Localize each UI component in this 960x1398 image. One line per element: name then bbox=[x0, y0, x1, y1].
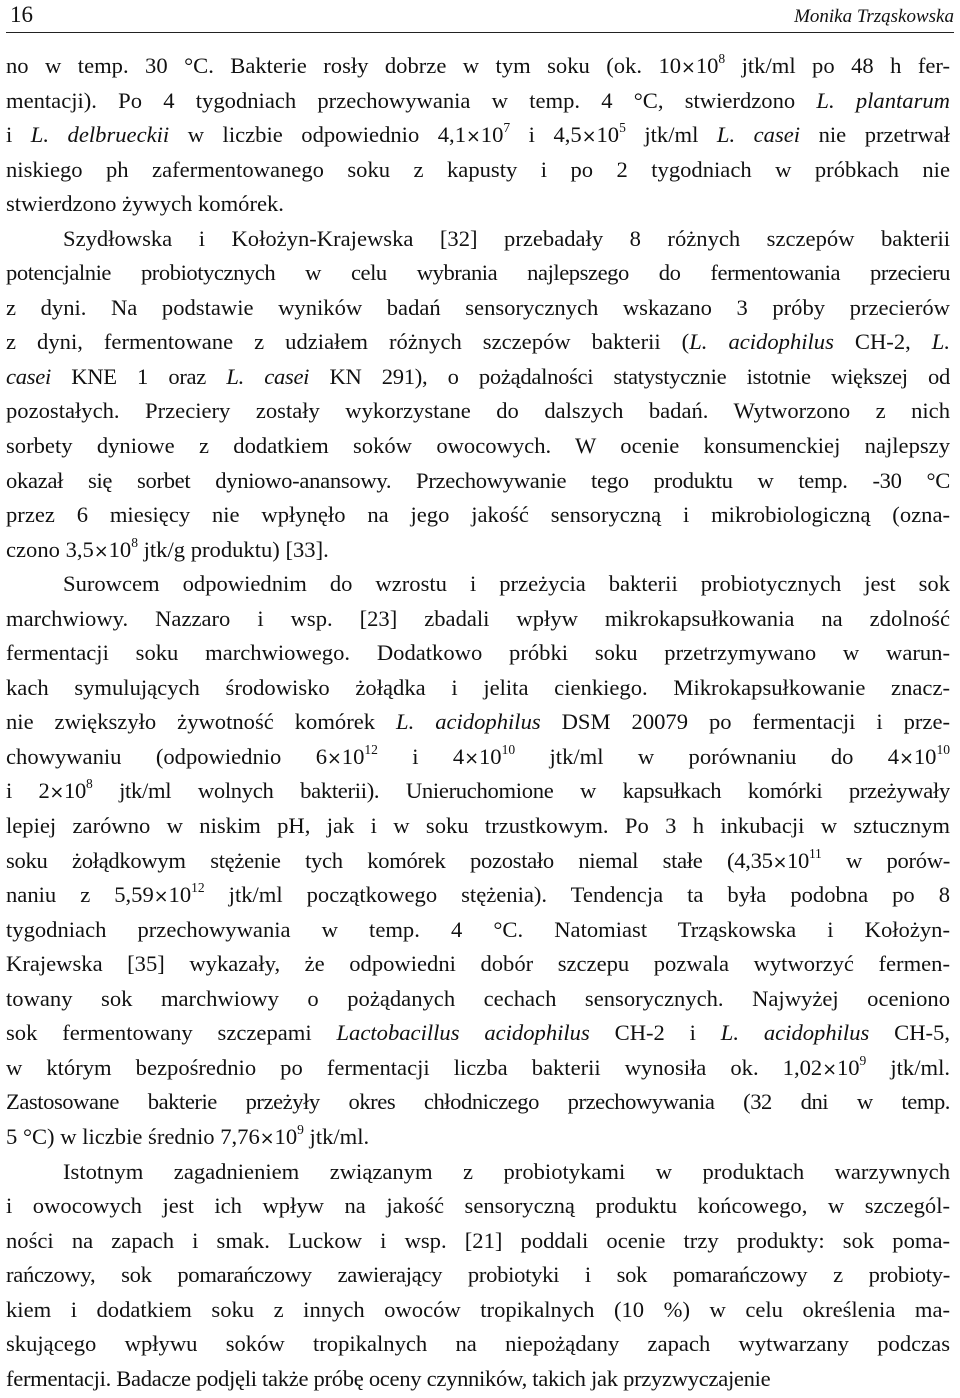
text-line: stwierdzono żywych komórek. bbox=[6, 191, 284, 217]
text-line: Szydłowska i Kołożyn-Krajewska [32] przebadały 8 różnych szczepów bakterii bbox=[63, 225, 950, 251]
exponent: 10 bbox=[936, 741, 950, 757]
multiplication-sign: × bbox=[327, 748, 342, 769]
exponent: 8 bbox=[86, 776, 93, 792]
text-line: Surowcem odpowiednim do wzrostu i przeżycia bakterii probiotycznych jest sok bbox=[63, 571, 950, 597]
species-name: L. bbox=[396, 709, 415, 735]
species-name: casei bbox=[753, 122, 801, 148]
text-line: przez 6 miesięcy nie wpłynęło na jego jakość sensoryczną i mikrobiologiczną (ozna- bbox=[6, 502, 950, 528]
text-line: potencjalnie probiotycznych w celu wybrania najlepszego do fermentowania przecieru bbox=[6, 260, 950, 286]
multiplication-sign: × bbox=[464, 748, 479, 769]
species-name: L. bbox=[716, 122, 736, 148]
exponent: 9 bbox=[859, 1052, 867, 1068]
text-line: sok fermentowany szczepami Lactobacillus acidophilus CH-2 i L. acidophilus CH-5, bbox=[6, 1020, 950, 1046]
text-line: i owocowych jest ich wpływ na jakość sensoryczną produktu końcowego, w szczegól- bbox=[6, 1193, 950, 1219]
text-line: sorbety dyniowe z dodatkiem soków owocowych. W ocenie konsumenckiej najlepszy bbox=[6, 433, 950, 459]
text-line: Krajewska [35] wykazały, że odpowiedni dobór szczepu pozwala wytworzyć fermen- bbox=[6, 951, 950, 977]
multiplication-sign: × bbox=[93, 541, 109, 562]
exponent: 9 bbox=[297, 1121, 304, 1137]
text-line: z dyni, fermentowane z udziałem różnych szczepów bakterii (L. acidophilus CH-2, L. bbox=[6, 329, 950, 355]
page-header bbox=[6, 2, 954, 33]
species-name: L. bbox=[30, 122, 50, 148]
species-name: L. bbox=[689, 329, 708, 355]
text-line: niskiego ph zafermentowanego soku z kapusty i po 2 tygodniach w próbkach nie bbox=[6, 156, 950, 182]
text-line: casei KNE 1 oraz L. casei KN 291), o pożądalności statystycznie istotnie większej od bbox=[6, 363, 950, 389]
text-line: z dyni. Na podstawie wyników badań sensorycznych wskazano 3 próby przecierów bbox=[6, 294, 950, 320]
multiplication-sign: × bbox=[899, 748, 914, 769]
species-name: Lactobacillus acidophilus bbox=[336, 1020, 590, 1046]
paragraph bbox=[6, 49, 950, 222]
text-line: lepiej zarówno w niskim pH, jak i w soku trzustkowym. Po 3 h inkubacji w sztucznym bbox=[6, 813, 950, 839]
body-text bbox=[6, 49, 950, 1396]
text-line: kiem i dodatkiem soku z innych owoców tropikalnych (10 %) w celu określenia ma- bbox=[6, 1296, 950, 1322]
text-line: marchwiowy. Nazzaro i wsp. [23] zbadali wpływ mikrokapsułkowania na zdolność bbox=[6, 605, 950, 631]
exponent: 8 bbox=[131, 534, 138, 550]
text-line: no w temp. 30 °C. Bakterie rosły dobrze w tym soku (ok. $10\times 10^8$ jtk/ml po 48 h fer- bbox=[6, 50, 950, 78]
multiplication-sign: × bbox=[822, 1059, 837, 1080]
exponent: 10 bbox=[501, 741, 516, 757]
exponent: 12 bbox=[191, 879, 205, 895]
text-line: pozostałych. Przeciery zostały wykorzystane do dalszych badań. Wytworzono z nich bbox=[6, 398, 950, 424]
species-name: acidophilus bbox=[435, 709, 541, 735]
text-line: nie zwiększyło żywotność komórek L. acidophilus DSM 20079 po fermentacji i prze- bbox=[6, 709, 950, 735]
multiplication-sign: × bbox=[259, 1128, 275, 1149]
multiplication-sign: × bbox=[466, 127, 481, 148]
species-name: casei bbox=[6, 363, 51, 389]
text-line: 5 °C) w liczbie średnio $7,76\times 10^9$ jtk/ml. bbox=[6, 1121, 370, 1149]
multiplication-sign: × bbox=[681, 58, 696, 78]
text-line: i L. delbrueckii w liczbie odpowiednio $4,1\times 10^7$ i $4,5\times 10^5$ jtk/ml L. casei nie przetrwał bbox=[6, 119, 950, 148]
text-line: w którym bezpośrednio po fermentacji liczba bakterii wynosiła ok. $1,02\times 10^9$ jtk/ml. bbox=[6, 1052, 950, 1080]
species-name: L. bbox=[226, 363, 244, 389]
text-line: towany sok marchwiowy o pożądanych cechach sensorycznych. Najwyżej oceniono bbox=[6, 985, 950, 1011]
text-line: fermentacji soku marchwiowego. Dodatkowo próbki soku przetrzymywano w warun- bbox=[6, 640, 950, 666]
text-line: Istotnym zagadnieniem związanym z probiotykami w produktach warzywnych bbox=[63, 1158, 950, 1184]
multiplication-sign: × bbox=[772, 852, 788, 873]
paragraph bbox=[6, 222, 950, 567]
exponent: 7 bbox=[503, 119, 511, 135]
paragraph bbox=[6, 567, 950, 1154]
text-line: fermentacji. Badacze podjęli także próbę oceny czynników, takich jak przyzwyczajenie bbox=[6, 1365, 771, 1391]
exponent: 11 bbox=[809, 845, 822, 861]
exponent: 12 bbox=[364, 741, 378, 757]
paragraph bbox=[6, 1155, 950, 1397]
text-line: czono $3,5\times 10^8$ jtk/g produktu) [33]. bbox=[6, 534, 329, 562]
species-name: L. bbox=[816, 87, 835, 113]
text-line: chowywaniu (odpowiednio $6\times 10^{12}$ i $4\times 10^{10}$ jtk/ml w porównaniu do $4\times 10^{10}$ bbox=[6, 741, 950, 769]
multiplication-sign: × bbox=[153, 887, 169, 908]
text-line: ności na zapach i smak. Luckow i wsp. [21] poddali ocenie trzy produkty: sok poma- bbox=[6, 1227, 950, 1253]
text-line: okazał się sorbet dyniowo-anansowy. Przechowywanie tego produktu w temp. -30 °C bbox=[6, 467, 950, 493]
species-name: plantarum bbox=[855, 87, 950, 113]
multiplication-sign: × bbox=[581, 127, 597, 148]
multiplication-sign: × bbox=[49, 783, 65, 804]
species-name: acidophilus bbox=[763, 1020, 870, 1046]
text-line: i $2\times 10^8$ jtk/ml wolnych bakterii). Unieruchomione w kapsułkach komórki przeżywały bbox=[6, 776, 950, 804]
species-name: acidophilus bbox=[728, 329, 834, 355]
text-line: Zastosowane bakterie przeżyły okres chłodniczego przechowywania (32 dni w temp. bbox=[6, 1089, 950, 1115]
text-line: tygodniach przechowywania w temp. 4 °C. Natomiast Trząskowska i Kołożyn- bbox=[6, 916, 950, 942]
species-name: L. bbox=[720, 1020, 740, 1046]
exponent: 8 bbox=[718, 50, 726, 66]
text-line: rańczowy, sok pomarańczowy zawierający probiotyki i sok pomarańczowy z probioty- bbox=[6, 1262, 950, 1288]
text-line: skującego wpływu soków tropikalnych na niepożądany zapach wytwarzany podczas bbox=[6, 1331, 950, 1357]
text-line: naniu z $5,59\times 10^{12}$ jtk/ml początkowego stężenia). Tendencja ta była podobna po 8 bbox=[6, 879, 950, 908]
exponent: 5 bbox=[619, 119, 626, 135]
running-head-author: Monika Trząskowska bbox=[794, 6, 954, 27]
text-line: kach symulujących środowisko żołądka i jelita cienkiego. Mikrokapsułkowanie znacz- bbox=[6, 674, 950, 700]
species-name: delbrueckii bbox=[67, 122, 170, 148]
species-name: L. bbox=[931, 329, 950, 355]
text-line: mentacji). Po 4 tygodniach przechowywania w temp. 4 °C, stwierdzono L. plantarum bbox=[6, 87, 950, 113]
page-number: 16 bbox=[10, 2, 33, 27]
species-name: casei bbox=[264, 363, 310, 389]
text-line: soku żołądkowym stężenie tych komórek pozostało niemal stałe ($4,35\times 10^{11}$ w porów- bbox=[6, 845, 950, 873]
